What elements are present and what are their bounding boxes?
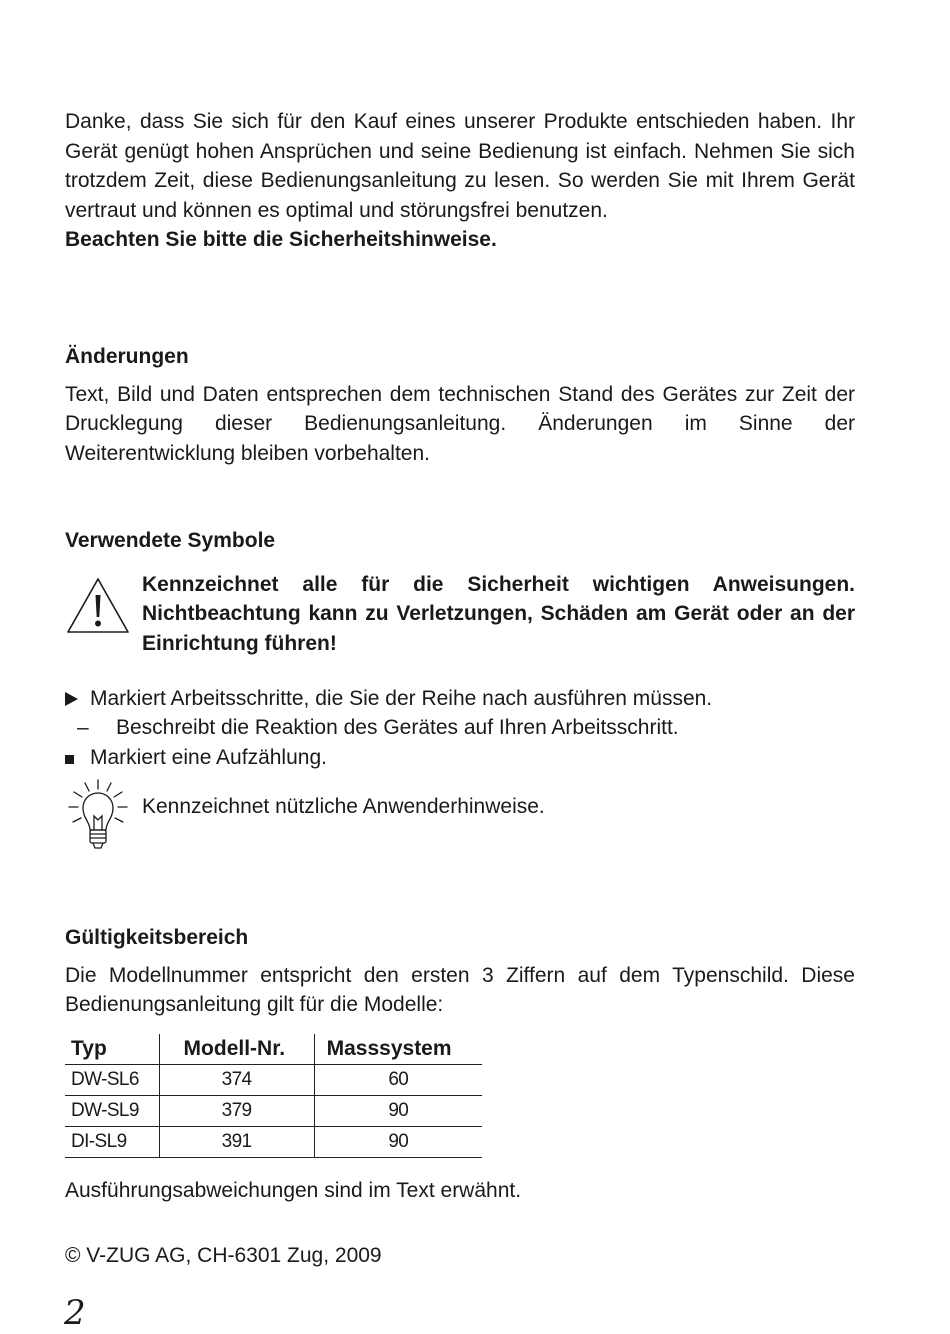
triangle-bullet-icon — [65, 684, 78, 715]
intro-section — [65, 107, 855, 255]
changes-section — [65, 342, 855, 468]
symbols-section — [65, 526, 855, 858]
symbol-list — [65, 684, 855, 773]
square-bullet-icon — [65, 743, 74, 773]
validity-section — [65, 923, 855, 1271]
cell-typ: DW-SL9 — [65, 1095, 159, 1126]
variants-note: Ausführungsabweichungen sind im Text erwähnt. — [65, 1178, 522, 1202]
cell-typ: DI-SL9 — [65, 1126, 159, 1157]
light-bulb-icon — [65, 778, 131, 854]
list-item-reaction — [65, 713, 855, 743]
cell-typ: DW-SL6 — [65, 1064, 159, 1095]
copyright-notice: © V-ZUG AG, CH-6301 Zug, 2009 — [65, 1244, 382, 1268]
cell-masssystem: 60 — [314, 1064, 482, 1095]
warning-triangle-icon — [65, 576, 131, 636]
models-table — [65, 1034, 482, 1158]
list-item-step — [65, 684, 855, 714]
table-row — [65, 1064, 482, 1095]
intro-paragraph: Danke, dass Sie sich für den Kauf eines unserer Produkte entschieden haben. Ihr Gerät genügt hohen Ansprüchen und seine Bedienung ist einfach. Nehmen Sie sich trotzdem Zeit, diese Bedienungsanleitung zu lesen. So werden Sie mit Ihrem Gerät vertraut und können es optimal und störungsfrei benutzen. — [65, 110, 855, 222]
header-typ: Typ — [71, 1036, 107, 1060]
table-row — [65, 1095, 482, 1126]
cell-modell-nr: 374 — [159, 1064, 314, 1095]
cell-modell-nr: 391 — [159, 1126, 314, 1157]
validity-paragraph: Die Modellnummer entspricht den ersten 3 Ziffern auf dem Typenschild. Diese Bedienungsanleitung gilt für die Modelle: — [65, 963, 855, 1017]
safety-note: Beachten Sie bitte die Sicherheitshinweise. — [65, 228, 497, 252]
list-item-enumeration — [65, 743, 855, 773]
step-description: Markiert Arbeitsschritte, die Sie der Reihe nach ausführen müssen. — [90, 686, 713, 710]
header-modell-nr: Modell-Nr. — [159, 1034, 314, 1065]
cell-masssystem: 90 — [314, 1095, 482, 1126]
enumeration-description: Markiert eine Aufzählung. — [90, 745, 327, 769]
cell-masssystem: 90 — [314, 1126, 482, 1157]
table-row — [65, 1126, 482, 1157]
changes-paragraph: Text, Bild und Daten entsprechen dem technischen Stand des Gerätes zur Zeit der Drucklegung dieser Bedienungsanleitung. Änderungen im Sinne der Weiterentwicklung bleiben vorbehalten. — [65, 382, 855, 465]
symbols-heading: Verwendete Symbole — [65, 529, 276, 552]
warning-description: Kennzeichnet alle für die Sicherheit wichtigen Anweisungen. Nichtbeachtung kann zu Verletzungen, Schäden am Gerät oder an der Einrichtung führen! — [142, 572, 855, 655]
reaction-description: Beschreibt die Reaktion des Gerätes auf Ihren Arbeitsschritt. — [116, 716, 679, 740]
tip-symbol-row — [65, 778, 855, 858]
header-masssystem: Masssystem — [314, 1034, 482, 1065]
tip-description: Kennzeichnet nützliche Anwenderhinweise. — [142, 795, 545, 819]
dash-marker: – — [77, 716, 89, 740]
table-header-row — [65, 1034, 482, 1065]
cell-modell-nr: 379 — [159, 1095, 314, 1126]
changes-heading: Änderungen — [65, 345, 189, 368]
validity-heading: Gültigkeitsbereich — [65, 926, 249, 949]
warning-symbol-row — [65, 570, 855, 662]
page-number: 2 — [64, 1293, 86, 1333]
